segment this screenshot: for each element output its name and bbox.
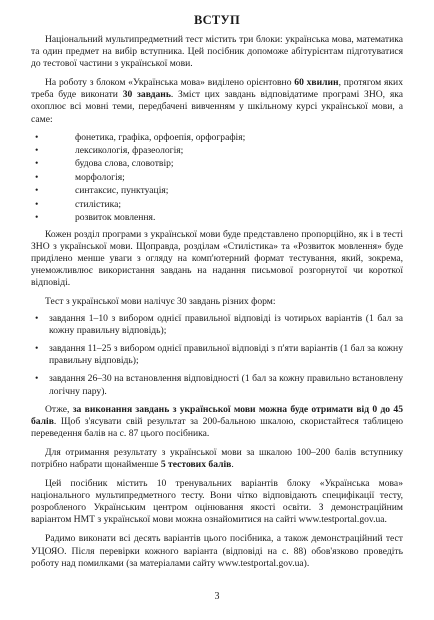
bold-text: за виконання завдань з української мови можна буде отримати від 0 до 45 балів	[31, 403, 403, 427]
text-run: , протягом яких треба буде виконати	[31, 77, 403, 101]
paragraph-sections: Кожен розділ програми з української мови буде представлено пропорційно, як і в тесті ЗНО з української мови. Щоправда, розділам «Стилістика» та «Розвиток мовлення» буде приділено менше уваги з огляду на комп'ютерний формат тестування, який, зокрема, унеможливлює використання завдань на надання письмової розгорнутої чи короткої відповіді.	[31, 228, 403, 288]
paragraph-advice: Радимо виконати всі десять варіантів цього посібника, а також демонстраційний тест УЦОЯО. Після перевірки кожного варіанта (відповіді на с. 88) обов'язково проведіть роботу над помилками (за матеріалами сайту www.testportal.gov.ua).	[31, 533, 403, 569]
bold-text: 60 хвилин	[294, 77, 339, 89]
paragraph-intro: Національний мультипредметний тест містить три блоки: українська мова, математика та один предмет на вибір вступника. Цей посібник допоможе абітурієнтам підготуватися до тестової частини з української мови.	[31, 34, 403, 70]
list-item: • синтаксис, пунктуація;	[31, 184, 403, 197]
list-item: • завдання 1–10 з вибором однієї правильної відповіді із чотирьох варіантів (1 бал за кожну правильну відповідь);	[31, 313, 403, 337]
list-item: • завдання 11–25 з вибором однієї правильної відповіді з п'яти варіантів (1 бал за кожну правильну відповідь);	[31, 343, 403, 367]
list-item: • розвиток мовлення.	[31, 211, 403, 224]
paragraph-forms-intro: Тест з української мови налічує 30 завдань різних форм:	[45, 295, 276, 307]
list-item: • стилістика;	[31, 198, 403, 211]
bold-text: 5 тестових балів	[160, 459, 232, 470]
list-item: • будова слова, словотвір;	[31, 157, 403, 170]
text-run: . Щоб з'ясувати свій результат за 200-бальною шкалою, скористайтеся таблицею переведення балів на с. 87 цього посібника.	[31, 415, 403, 439]
list-item: • морфологія;	[31, 171, 403, 184]
page-title: ВСТУП	[193, 13, 241, 27]
text-run: Отже,	[45, 403, 73, 415]
paragraph-time	[31, 77, 403, 125]
paragraph-threshold	[31, 447, 403, 471]
text-run: .	[231, 459, 234, 470]
text-run: . Зміст цих завдань відповідатиме програмі ЗНО, яка охоплює всі мовні теми, передбачені вивченням у шкільному курсі української мови, а саме:	[31, 89, 404, 125]
text-run: Для отримання результату з української мови за шкалою 100–200 балів вступнику потрібно набрати щонайменше	[31, 446, 403, 470]
page-number: 3	[214, 591, 220, 602]
paragraph-score	[31, 404, 403, 440]
list-item: • фонетика, графіка, орфоепія, орфографія;	[31, 131, 403, 144]
topics-list	[31, 131, 403, 225]
bold-text: 30 завдань	[122, 89, 171, 101]
task-forms-list	[31, 313, 403, 398]
paragraph-contents: Цей посібник містить 10 тренувальних варіантів блоку «Українська мова» національного мультипредметного тесту. Вони чітко відповідають специфікації тесту, розробленого Українським центром оцінювання якості освіти. З демонстраційним варіантом НМТ з української мови можна ознайомитися на сайті www.testportal.gov.ua.	[31, 478, 403, 526]
list-item: • завдання 26–30 на встановлення відповідності (1 бал за кожну правильно встановлену логічну пару).	[31, 373, 403, 397]
text-run: На роботу з блоком «Українська мова» виділено орієнтовно	[45, 77, 295, 89]
list-item: • лексикологія, фразеологія;	[31, 144, 403, 157]
